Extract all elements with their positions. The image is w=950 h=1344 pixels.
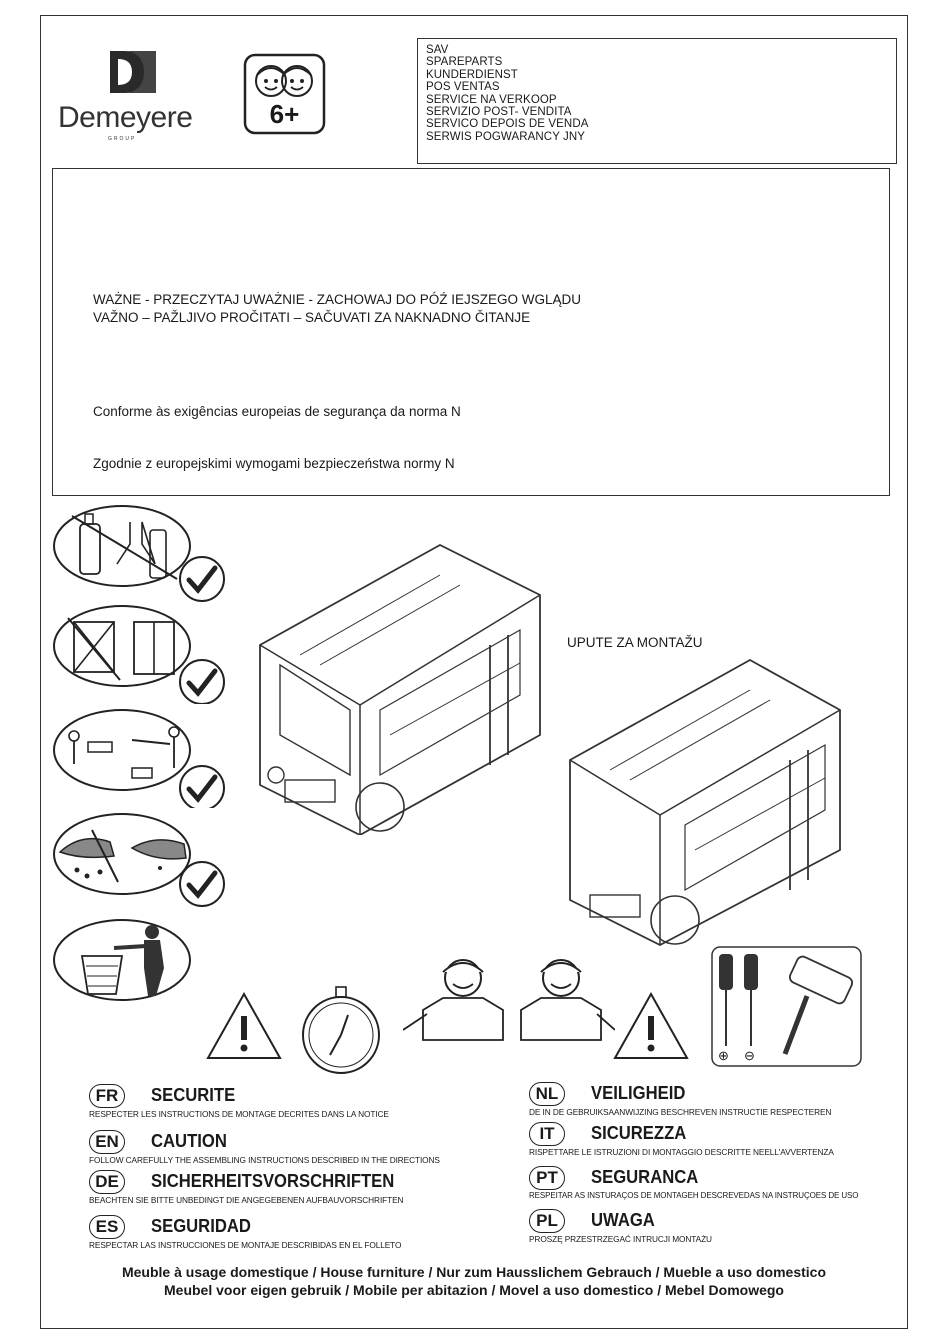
notice-important-pl: WAŻNE - PRZECZYTAJ UWAŻNIE - ZACHOWAJ DO PÓŹ IEJSZEGO WGLĄDU — [93, 292, 582, 307]
safety-heading: VEILIGHEID — [591, 1082, 686, 1103]
conformity-pl: Zgodnie z europejskimi wymogami bezpieczeństwa normy N — [93, 456, 455, 471]
household-use-line-1: Meuble à usage domestique / House furniture / Nur zum Hausslichem Gebrauch / Mueble a uso domestico — [121, 1264, 827, 1280]
safety-heading: SICUREZZA — [591, 1122, 687, 1143]
language-code: EN — [89, 1130, 125, 1154]
safety-heading: CAUTION — [151, 1130, 227, 1151]
dispose-packaging-icon — [52, 918, 202, 1008]
language-code: PL — [529, 1209, 565, 1233]
after-sales-box — [417, 38, 897, 164]
safety-text: RESPECTER LES INSTRUCTIONS DE MONTAGE DECRITES DANS LA NOTICE — [89, 1109, 389, 1119]
age-badge-label: 6+ — [269, 99, 300, 129]
household-use-line-2: Meubel voor eigen gebruik / Mobile per abitazion / Movel a uso domestico / Mebel Domowego — [164, 1282, 784, 1298]
service-line: SPAREPARTS — [426, 56, 503, 69]
logo-brand: Demeyere — [58, 101, 193, 134]
language-code: IT — [529, 1122, 565, 1146]
language-code: ES — [89, 1215, 125, 1239]
safety-text: RESPECTAR LAS INSTRUCCIONES DE MONTAJE DESCRIBIDAS EN EL FOLLETO — [89, 1240, 402, 1250]
language-code: DE — [89, 1170, 125, 1194]
bus-bunk-bed-illustration-1 — [240, 535, 560, 835]
language-code: NL — [529, 1082, 565, 1106]
notice-important-hr: VAŽNO – PAŽLJIVO PROČITATI – SAČUVATI ZA NAKNADNO ČITANJE — [93, 310, 531, 325]
no-chemicals-icon — [52, 504, 227, 604]
safety-text: RISPETTARE LE ISTRUZIONI DI MONTAGGIO DESCRITTE NEELL'AVVERTENZA — [529, 1147, 834, 1157]
two-workers-icon — [403, 950, 615, 1080]
assembly-instructions-label: UPUTE ZA MONTAŽU — [567, 635, 703, 650]
two-person-assembly-icon — [52, 708, 227, 808]
minus-screwdriver-marker: ⊖ — [744, 1048, 755, 1063]
safety-heading: SEGURANCA — [591, 1166, 699, 1187]
service-line: SERWIS POGWARANCY JNY — [426, 130, 586, 143]
clean-damp-cloth-icon — [52, 812, 227, 912]
furniture-upright-icon — [52, 604, 227, 704]
safety-heading: SECURITE — [151, 1084, 236, 1105]
service-line: SERVICO DEPOIS DE VENDA — [426, 118, 589, 131]
warning-triangle-icon — [612, 990, 690, 1062]
service-line: SERVICE NA VERKOOP — [426, 93, 557, 106]
age-badge — [243, 53, 326, 135]
bus-bunk-bed-illustration-2 — [550, 650, 850, 950]
plus-screwdriver-marker: ⊕ — [718, 1048, 729, 1063]
demeyere-mark-icon — [58, 45, 208, 105]
safety-text: FOLLOW CAREFULLY THE ASSEMBLING INSTRUCTIONS DESCRIBED IN THE DIRECTIONS — [89, 1155, 440, 1165]
tools-box — [711, 946, 862, 1067]
service-line: KUNDERDIENST — [426, 68, 518, 81]
language-code: FR — [89, 1084, 125, 1108]
safety-text: RESPEITAR AS INSTURAÇOS DE MONTAGEH DESCREVEDAS NA INSTRUÇOES DE USO — [529, 1191, 859, 1200]
safety-text: BEACHTEN SIE BITTE UNBEDINGT DIE ANGEGEBENEN AUFBAUVORSCHRIFTEN — [89, 1195, 404, 1205]
conformity-pt: Conforme às exigências europeias de segurança da norma N — [93, 404, 461, 419]
logo-group: GROUP — [108, 136, 137, 142]
stopwatch-icon — [300, 985, 382, 1080]
demeyere-logo — [58, 45, 208, 142]
service-line: SAV — [426, 44, 449, 56]
service-line: POS VENTAS — [426, 81, 500, 94]
language-code: PT — [529, 1166, 565, 1190]
safety-heading: SEGURIDAD — [151, 1215, 251, 1236]
safety-text: DE IN DE GEBRUIKSAANWIJZING BESCHREVEN INSTRUCTIE RESPECTEREN — [529, 1107, 832, 1117]
safety-text: PROSZĘ PRZESTRZEGAĆ INTRUCJI MONTAŻU — [529, 1234, 712, 1244]
warning-triangle-icon — [205, 990, 283, 1062]
notice-box — [52, 168, 890, 496]
service-line: SERVIZIO POST- VENDITA — [426, 106, 572, 119]
safety-heading: UWAGA — [591, 1209, 655, 1230]
safety-heading: SICHERHEITSVORSCHRIFTEN — [151, 1170, 395, 1191]
